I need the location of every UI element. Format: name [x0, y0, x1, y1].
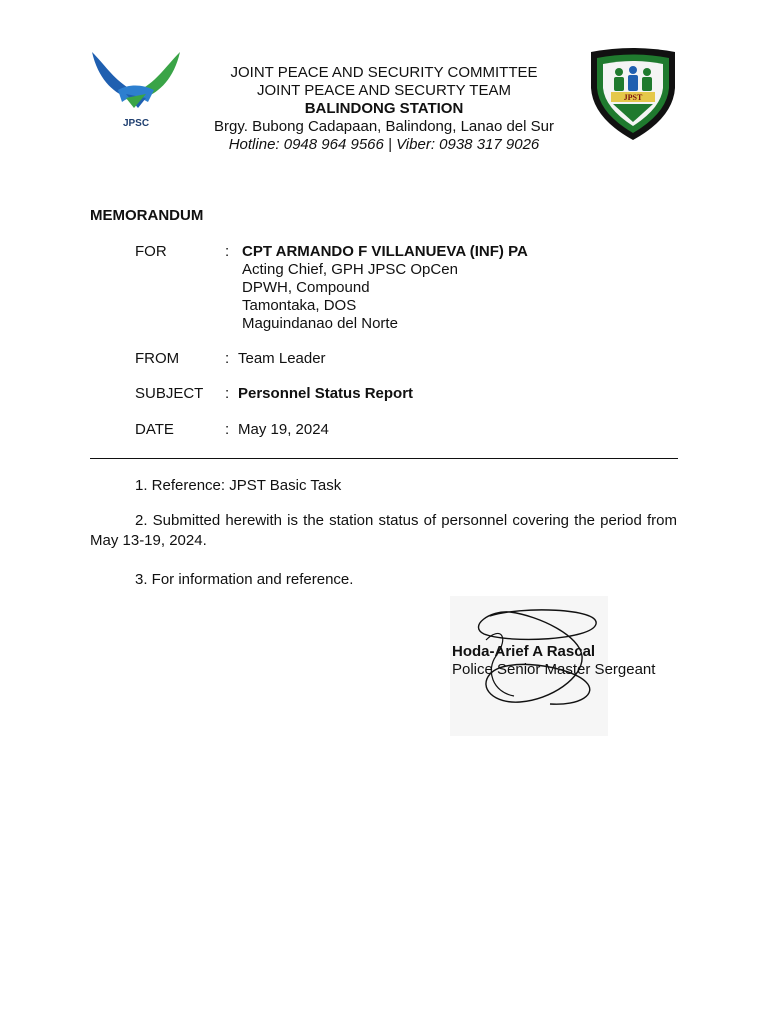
- paragraph-1: [90, 476, 677, 496]
- from-value: Team Leader: [238, 350, 326, 367]
- recipient-line: DPWH, Compound: [242, 279, 370, 296]
- paragraph-1-text: 1. Reference: JPST Basic Task: [135, 477, 342, 494]
- jpst-shield-logo: [585, 46, 681, 142]
- date-value: May 19, 2024: [238, 421, 329, 438]
- signatory-name: Hoda-Arief A Rascal: [452, 643, 596, 660]
- address: Brgy. Bubong Cadapaan, Balindong, Lanao del Sur: [214, 118, 554, 135]
- date-colon: :: [225, 421, 230, 438]
- for-recipient: [242, 243, 528, 333]
- paragraph-3-text: 3. For information and reference.: [135, 571, 354, 588]
- paragraph-2: [90, 511, 677, 551]
- for-colon: :: [225, 243, 230, 260]
- paragraph-2-text: 2. Submitted herewith is the station status of personnel covering the period from May 13-19, 2024.: [90, 512, 677, 549]
- paragraph-3: [90, 570, 677, 590]
- recipient-line: Maguindanao del Norte: [242, 315, 398, 332]
- from-colon: :: [225, 350, 230, 367]
- jpsc-logo: [88, 46, 184, 136]
- subject-colon: :: [225, 385, 230, 402]
- for-label: FOR: [135, 243, 167, 260]
- recipient-line: Tamontaka, DOS: [242, 297, 357, 314]
- subject-label: SUBJECT: [135, 385, 204, 402]
- date-label: DATE: [135, 421, 174, 438]
- contact-line: Hotline: 0948 964 9566 | Viber: 0938 317 9026: [228, 136, 540, 153]
- jpsc-logo-text: JPSC: [122, 118, 150, 129]
- jpst-logo-text: JPST: [623, 93, 643, 102]
- subject-value: Personnel Status Report: [238, 385, 414, 402]
- from-label: FROM: [135, 350, 180, 367]
- horizontal-divider: [90, 458, 678, 459]
- signatory-rank: Police Senior Master Sergeant: [452, 661, 656, 678]
- letterhead: [184, 64, 584, 154]
- team-name: JOINT PEACE AND SECURTY TEAM: [257, 82, 511, 99]
- recipient-name: CPT ARMANDO F VILLANUEVA (INF) PA: [242, 243, 528, 260]
- memorandum-title: MEMORANDUM: [90, 207, 204, 224]
- recipient-line: Acting Chief, GPH JPSC OpCen: [242, 261, 458, 278]
- committee-name: JOINT PEACE AND SECURITY COMMITTEE: [230, 64, 538, 81]
- station-name: BALINDONG STATION: [304, 100, 464, 117]
